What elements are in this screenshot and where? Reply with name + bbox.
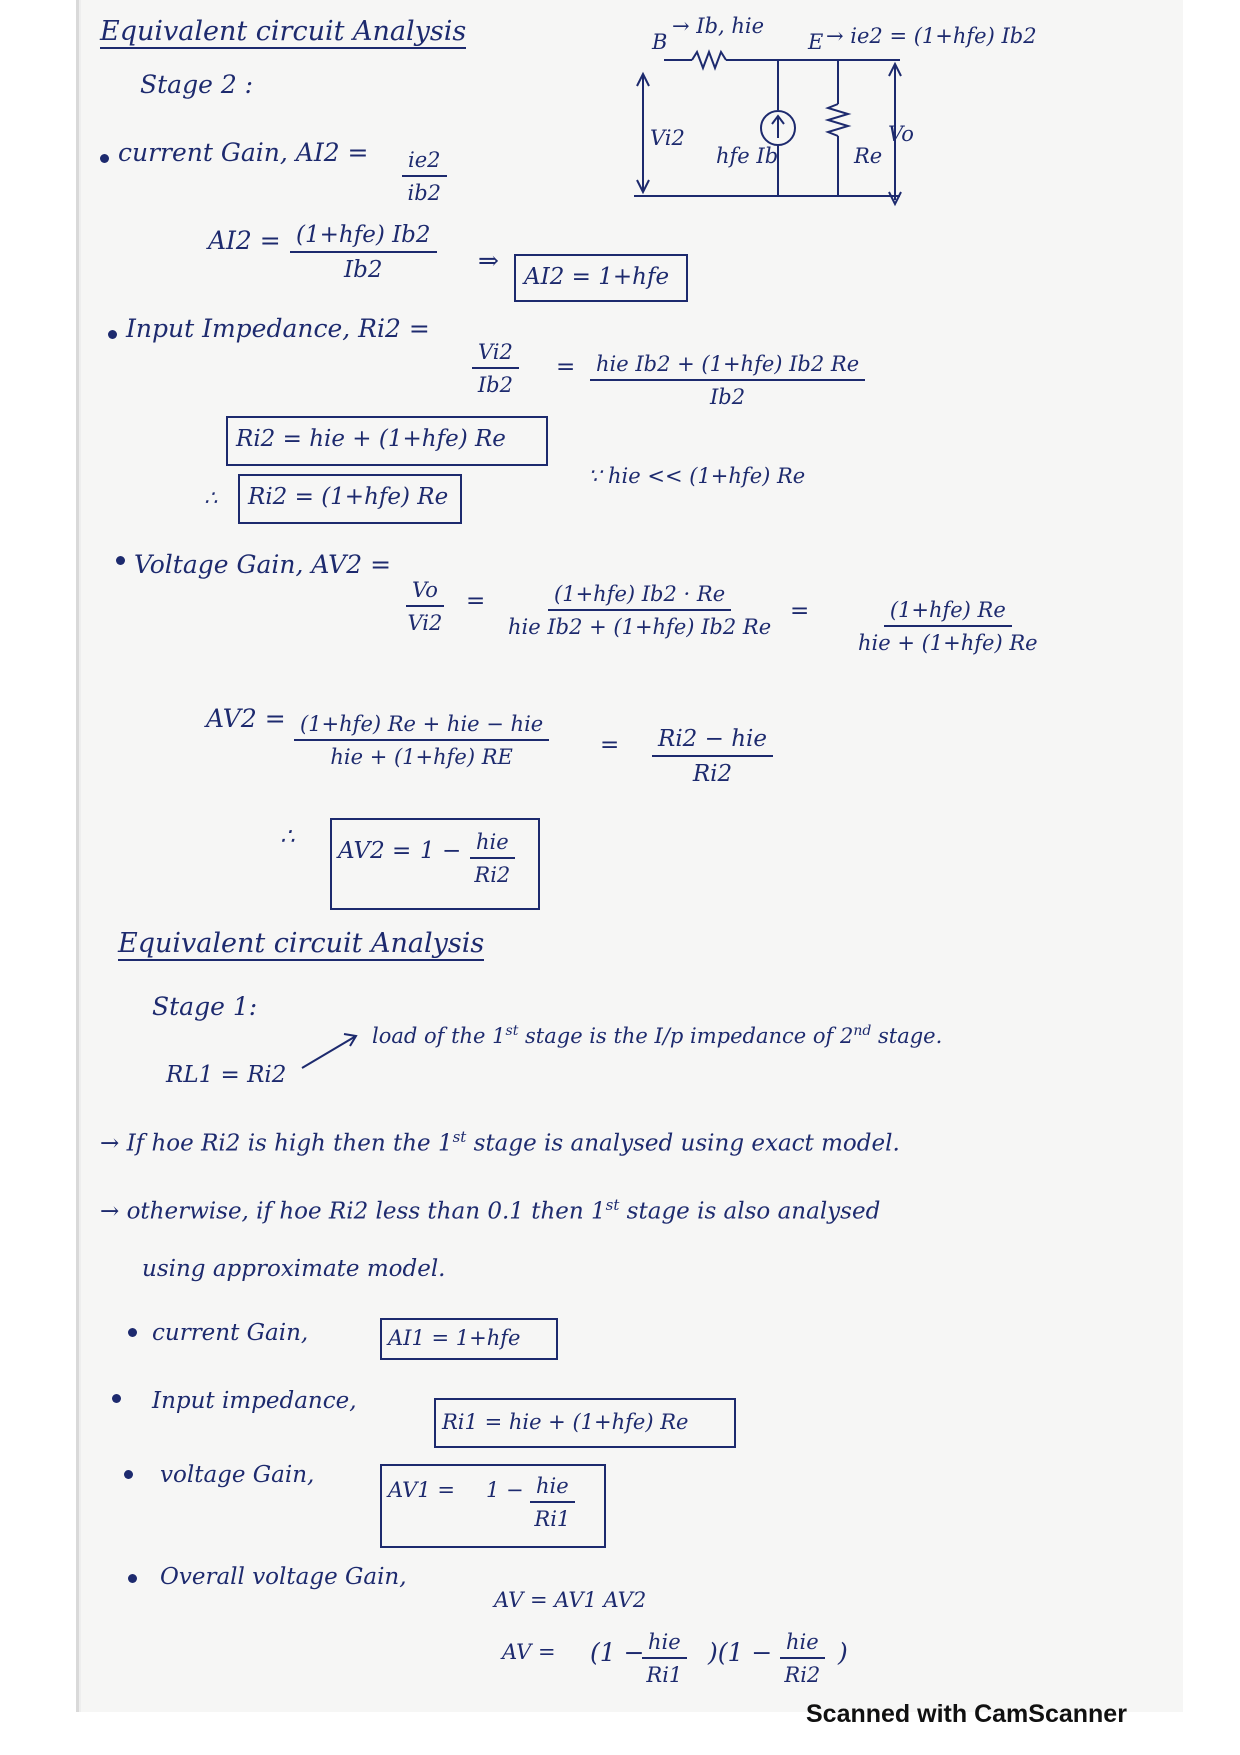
stage2-input-fraction <box>472 340 519 397</box>
circuit-emitter-current: → ie2 = (1+hfe) Ib2 <box>826 24 1037 48</box>
line1-part2: stage is analysed using exact model. <box>466 1130 900 1157</box>
load-note-part3: stage. <box>871 1024 943 1048</box>
overall-factor2-prefix: )(1 − <box>708 1638 773 1667</box>
fraction-numerator: hie <box>530 1474 575 1503</box>
stage1-line2 <box>100 1198 880 1224</box>
equals-sign: = <box>556 354 576 380</box>
fraction-numerator: (1+hfe) Re <box>884 598 1012 627</box>
line1-part1: → If hoe Ri2 is high then the 1 <box>100 1130 453 1157</box>
therefore-sign: ∴ <box>204 486 218 510</box>
stage2-av2-fraction <box>294 712 549 769</box>
fraction-denominator: Ri1 <box>646 1663 683 1687</box>
bullet <box>128 1574 137 1583</box>
line2-part2: stage is also analysed <box>619 1198 881 1225</box>
stage1-voltage-lhs: AV1 = <box>388 1478 455 1502</box>
fraction-numerator: hie <box>780 1630 825 1659</box>
stage2-ai-fraction <box>290 222 437 283</box>
bullet <box>116 556 125 565</box>
stage1-voltage-fraction <box>530 1474 575 1531</box>
stage1-overall-lhs: AV = <box>502 1640 556 1664</box>
line2-sup: st <box>605 1196 620 1214</box>
stage2-voltage-rhs2-fraction <box>858 598 1038 655</box>
stage2-current-gain-fraction <box>402 148 447 205</box>
stage1-voltage-one: 1 − <box>486 1478 524 1502</box>
fraction-denominator: Ri1 <box>534 1507 571 1531</box>
fraction-numerator: (1+hfe) Re + hie − hie <box>294 712 549 741</box>
circuit-vo-label: Vo <box>888 122 914 146</box>
stage2-av2-result-fraction <box>470 830 515 887</box>
bullet <box>124 1470 133 1479</box>
stage1-current-result: AI1 = 1+hfe <box>388 1326 521 1350</box>
stage2-av2-result-one: 1 − <box>420 838 462 864</box>
stage1-heading: Equivalent circuit Analysis <box>118 928 485 959</box>
fraction-numerator: Vi2 <box>472 340 519 369</box>
fraction-numerator: hie Ib2 + (1+hfe) Ib2 Re <box>590 352 865 381</box>
stage2-input-result2: Ri2 = (1+hfe) Re <box>248 484 449 510</box>
fraction-denominator: hie + (1+hfe) RE <box>330 745 513 769</box>
bullet <box>100 154 109 163</box>
bullet <box>112 1394 121 1403</box>
stage2-subheading: Stage 2 : <box>140 70 254 99</box>
circuit-source-label: hfe Ib <box>716 144 779 168</box>
stage2-av2-lhs: AV2 = <box>206 704 286 733</box>
stage1-line1 <box>100 1130 900 1156</box>
equals-sign: = <box>790 598 810 624</box>
stage2-av2-result-lhs: AV2 = <box>338 838 412 864</box>
stage2-voltage-rhs-fraction <box>508 582 771 639</box>
overall-factor1-prefix: (1 − <box>590 1638 645 1667</box>
overall-factor1-fraction <box>642 1630 687 1687</box>
fraction-denominator: hie + (1+hfe) Re <box>858 631 1038 655</box>
camscanner-watermark: Scanned with CamScanner <box>806 1700 1127 1728</box>
fraction-numerator: Vo <box>406 578 444 607</box>
bullet <box>128 1328 137 1337</box>
stage2-voltage-fraction <box>406 578 444 635</box>
overall-factor2-fraction <box>780 1630 825 1687</box>
stage2-ai-lhs: AI2 = <box>208 226 281 255</box>
stage1-load-note <box>372 1024 942 1047</box>
implies-arrow: ⇒ <box>478 246 499 275</box>
stage1-overall-label: Overall voltage Gain, <box>160 1564 407 1590</box>
stage2-input-result: Ri2 = hie + (1+hfe) Re <box>236 426 506 452</box>
stage2-current-gain-result: AI2 = 1+hfe <box>524 264 670 290</box>
stage2-input-rhs-fraction <box>590 352 865 409</box>
fraction-numerator: hie <box>642 1630 687 1659</box>
stage2-heading: Equivalent circuit Analysis <box>100 16 467 47</box>
stage1-voltage-label: voltage Gain, <box>160 1462 315 1488</box>
fraction-denominator: Ib2 <box>477 373 513 397</box>
stage1-current-label: current Gain, <box>152 1320 309 1346</box>
circuit-emitter-label: E <box>808 30 824 54</box>
stage2-av2-rhs-fraction <box>652 726 773 787</box>
fraction-numerator: (1+hfe) Ib2 · Re <box>548 582 731 611</box>
equals-sign: = <box>600 732 620 758</box>
load-note-sup1: st <box>505 1023 519 1039</box>
fraction-denominator: Ri2 <box>692 761 733 787</box>
stage1-overall-equation: AV = AV1 AV2 <box>494 1588 647 1612</box>
circuit-base-current: → Ib, hie <box>672 14 765 38</box>
equals-sign: = <box>466 588 486 614</box>
stage2-current-gain-label: current Gain, AI2 = <box>118 138 369 167</box>
circuit-vi-label: Vi2 <box>650 126 685 150</box>
fraction-denominator: Ri2 <box>784 1663 821 1687</box>
fraction-denominator: hie Ib2 + (1+hfe) Ib2 Re <box>508 615 772 639</box>
stage2-voltage-label: Voltage Gain, AV2 = <box>134 550 392 579</box>
fraction-denominator: Ri2 <box>474 863 511 887</box>
overall-close-paren: ) <box>838 1638 848 1667</box>
stage2-approx-note: ∵ hie << (1+hfe) Re <box>588 464 806 488</box>
stage1-subheading: Stage 1: <box>152 992 258 1021</box>
stage2-input-label: Input Impedance, Ri2 = <box>126 314 430 343</box>
fraction-denominator: Ib2 <box>710 385 746 409</box>
fraction-denominator: Vi2 <box>407 611 443 635</box>
fraction-numerator: Ri2 − hie <box>652 726 773 757</box>
stage1-input-result: Ri1 = hie + (1+hfe) Re <box>442 1410 689 1434</box>
bullet <box>108 330 117 339</box>
fraction-numerator: ie2 <box>402 148 447 177</box>
circuit-re-label: Re <box>854 144 883 168</box>
fraction-numerator: (1+hfe) Ib2 <box>290 222 437 253</box>
stage1-line3: using approximate model. <box>142 1256 446 1282</box>
line1-sup: st <box>452 1128 467 1146</box>
stage1-load-equation: RL1 = Ri2 <box>166 1062 287 1088</box>
fraction-numerator: hie <box>470 830 515 859</box>
circuit-base-label: B <box>652 30 668 54</box>
load-note-part1: load of the 1 <box>372 1024 506 1048</box>
fraction-denominator: ib2 <box>407 181 442 205</box>
load-note-sup2: nd <box>853 1023 872 1039</box>
stage1-input-label: Input impedance, <box>152 1388 357 1414</box>
circuit-wires <box>0 0 1240 260</box>
line2-part1: → otherwise, if hoe Ri2 less than 0.1 then 1 <box>100 1198 606 1225</box>
therefore-sign: ∴ <box>280 824 295 850</box>
fraction-denominator: Ib2 <box>344 257 383 283</box>
load-note-part2: stage is the I/p impedance of 2 <box>518 1024 854 1048</box>
